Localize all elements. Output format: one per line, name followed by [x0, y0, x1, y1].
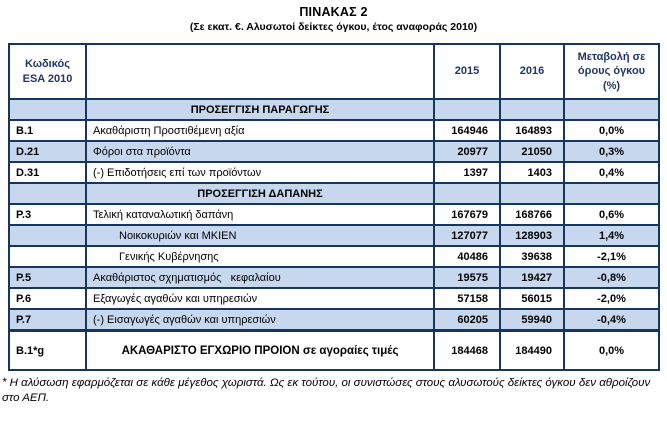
- code-cell: P.3: [9, 204, 86, 225]
- value-2016-cell: 59940: [500, 309, 564, 331]
- code-cell: P.6: [9, 288, 86, 309]
- code-cell: P.5: [9, 267, 86, 288]
- change-cell: 0,4%: [564, 162, 659, 183]
- value-2015-cell: 57158: [434, 288, 500, 309]
- value-2015-cell: 127077: [434, 225, 500, 246]
- header-volume-change: Μεταβολή σε όρους όγκου (%): [564, 44, 659, 99]
- page-subtitle: (Σε εκατ. €. Αλυσωτοί δείκτες όγκου, έτος αναφοράς 2010): [189, 21, 478, 33]
- value-2016-cell: 128903: [500, 225, 564, 246]
- value-2016-cell: 39638: [500, 246, 564, 267]
- value-2016-cell: [500, 183, 564, 204]
- header-year-2016: 2016: [500, 44, 564, 99]
- data-row: [9, 204, 659, 225]
- value-2016-cell: 21050: [500, 141, 564, 162]
- description-cell: ΠΡΟΣΕΓΓΙΣΗ ΔΑΠΑΝΗΣ: [86, 183, 434, 204]
- table-body: [9, 99, 659, 370]
- code-cell: [9, 225, 86, 246]
- change-cell: [564, 99, 659, 120]
- description-cell: ΑΚΑΘΑΡΙΣΤΟ ΕΓΧΩΡΙΟ ΠΡΟΙΟΝ σε αγοραίες τιμές: [86, 331, 434, 371]
- code-cell: D.31: [9, 162, 86, 183]
- change-cell: [564, 183, 659, 204]
- header-row: [9, 44, 659, 99]
- change-cell: -0,4%: [564, 309, 659, 331]
- data-row: [9, 141, 659, 162]
- header-code: Κωδικός ESA 2010: [9, 44, 86, 99]
- value-2016-cell: 1403: [500, 162, 564, 183]
- section-row: [9, 183, 659, 204]
- value-2015-cell: 184468: [434, 331, 500, 371]
- description-cell: Ακαθάριστη Προστιθέμενη αξία: [86, 120, 434, 141]
- code-cell: B.1: [9, 120, 86, 141]
- change-cell: 0,6%: [564, 204, 659, 225]
- footnote: * Η αλύσωση εφαρμόζεται σε κάθε μέγεθος χωριστά. Ως εκ τούτου, οι συνιστώσες στους αλυσωτούς δείκτες όγκου δεν αθροίζουν στο ΑΕΠ.: [2, 377, 651, 404]
- change-cell: -2,1%: [564, 246, 659, 267]
- description-cell: ΠΡΟΣΕΓΓΙΣΗ ΠΑΡΑΓΩΓΗΣ: [86, 99, 434, 120]
- description-cell: Νοικοκυριών και ΜΚΙΕΝ: [86, 225, 434, 246]
- total-row: [9, 331, 659, 371]
- data-row: [9, 246, 659, 267]
- section-row: [9, 99, 659, 120]
- code-cell: [9, 246, 86, 267]
- description-cell: Εξαγωγές αγαθών και υπηρεσιών: [86, 288, 434, 309]
- value-2016-cell: 164893: [500, 120, 564, 141]
- change-cell: -2,0%: [564, 288, 659, 309]
- code-cell: [9, 99, 86, 120]
- value-2015-cell: [434, 99, 500, 120]
- code-cell: [9, 183, 86, 204]
- value-2016-cell: 184490: [500, 331, 564, 371]
- value-2015-cell: 60205: [434, 309, 500, 331]
- value-2015-cell: 19575: [434, 267, 500, 288]
- code-cell: P.7: [9, 309, 86, 331]
- value-2015-cell: 1397: [434, 162, 500, 183]
- description-cell: (-) Επιδοτήσεις επί των προϊόντων: [86, 162, 434, 183]
- header-year-2015: 2015: [434, 44, 500, 99]
- data-row: [9, 120, 659, 141]
- value-2015-cell: 40486: [434, 246, 500, 267]
- description-cell: (-) Εισαγωγές αγαθών και υπηρεσιών: [86, 309, 434, 331]
- change-cell: 0,0%: [564, 331, 659, 371]
- description-cell: Φόροι στα προϊόντα: [86, 141, 434, 162]
- code-cell: B.1*g: [9, 331, 86, 371]
- table-header: [9, 44, 659, 99]
- header-description: [86, 44, 434, 99]
- value-2015-cell: 20977: [434, 141, 500, 162]
- value-2016-cell: 19427: [500, 267, 564, 288]
- code-cell: D.21: [9, 141, 86, 162]
- value-2015-cell: 167679: [434, 204, 500, 225]
- data-row: [9, 225, 659, 246]
- change-cell: 1,4%: [564, 225, 659, 246]
- data-row: [9, 162, 659, 183]
- change-cell: -0,8%: [564, 267, 659, 288]
- data-row: [9, 288, 659, 309]
- data-row: [9, 309, 659, 331]
- value-2016-cell: 168766: [500, 204, 564, 225]
- data-row: [9, 267, 659, 288]
- value-2015-cell: [434, 183, 500, 204]
- description-cell: Τελική καταναλωτική δαπάνη: [86, 204, 434, 225]
- page-title: ΠΙΝΑΚΑΣ 2: [299, 5, 368, 19]
- value-2016-cell: [500, 99, 564, 120]
- description-cell: Ακαθάριστος σχηματισμός κεφαλαίου: [86, 267, 434, 288]
- description-cell: Γενικής Κυβέρνησης: [86, 246, 434, 267]
- value-2016-cell: 56015: [500, 288, 564, 309]
- change-cell: 0,3%: [564, 141, 659, 162]
- volume-indices-table: [8, 43, 660, 371]
- change-cell: 0,0%: [564, 120, 659, 141]
- value-2015-cell: 164946: [434, 120, 500, 141]
